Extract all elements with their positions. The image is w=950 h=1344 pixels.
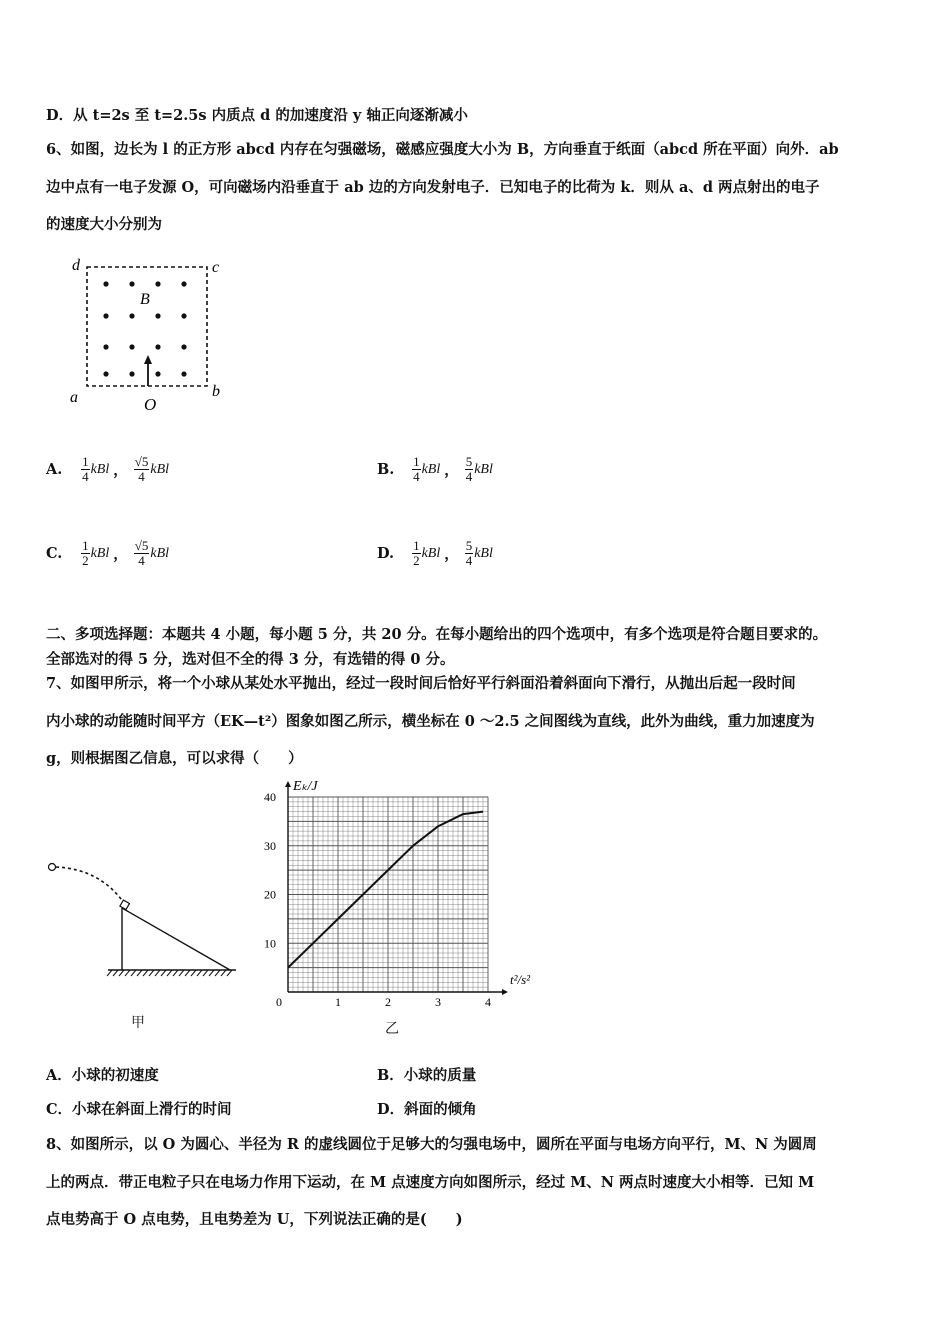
ground-hatching [107,970,232,976]
x-axis-arrow [502,989,508,995]
fraction: $\frac{√5}{4}$ [134,538,149,568]
label-b: b [212,383,220,400]
q7-stem-line2: 内小球的动能随时间平方（EK—t²）图象如图乙所示，横坐标在 0 ～2.5 之间图线为直线，此外为曲线，重力加速度为 [46,713,815,730]
field-dot [103,281,108,286]
hatch-mark [125,970,130,976]
label-O: O [144,395,157,414]
y-axis-arrow [285,781,291,787]
q6-stem-line1: 6、如图，边长为 l 的正方形 abcd 内存在匀强磁场，磁感应强度大小为 B，方向垂直于纸面（abcd 所在平面）向外．ab [46,141,839,158]
x-axis-label: t²/s² [510,972,531,987]
hatch-mark [107,970,112,976]
y-tick-label: 20 [264,887,276,902]
q7-stem-line1: 7、如图甲所示，将一个小球从某处水平抛出，经过一段时间后恰好平行斜面沿着斜面向下滑行，从抛出后起一段时间 [46,675,796,692]
option-letter: B. [377,461,395,478]
q6-square-field-figure [62,252,232,417]
label-d: d [72,257,80,274]
field-dot [129,313,134,318]
hatch-mark [203,970,208,976]
hatch-mark [221,970,226,976]
field-dot [181,371,186,376]
hatch-mark [179,970,184,976]
field-dot [129,344,134,349]
hatch-mark [161,970,166,976]
fraction: $\frac{5}{4}$ [465,538,473,568]
x-tick-label: 3 [435,995,441,1009]
x-tick-label: 4 [485,995,491,1009]
x-tick-label: 0 [276,995,282,1009]
field-dot [103,313,108,318]
x-tick-label: 2 [385,995,391,1009]
fraction: $\frac{1}{2}$ [413,538,420,568]
field-dot [155,344,160,349]
option-letter: A. [46,461,63,478]
hatch-mark [197,970,202,976]
option-letter: D. [377,545,395,562]
q8-stem-line2: 上的两点．带正电粒子只在电场力作用下运动，在 M 点速度方向如图所示，经过 M、N 两点时速度大小相等．已知 M [46,1174,815,1191]
field-dot [181,281,186,286]
q7-option-a[interactable]: A．小球的初速度 [46,1067,159,1084]
launch-point [49,864,56,871]
hatch-mark [155,970,160,976]
field-dot [181,313,186,318]
fraction: $\frac{√5}{4}$ [134,454,149,484]
incline-figure [40,855,250,980]
hatch-mark [131,970,136,976]
y-tick-label: 30 [264,838,276,853]
q7-option-b[interactable]: B．小球的质量 [377,1067,477,1084]
hatch-mark [149,970,154,976]
hatch-mark [113,970,118,976]
fraction: $\frac{1}{2}$ [82,538,89,568]
hatch-mark [185,970,190,976]
q6-option-d[interactable]: D. $\frac{1}{2}$ kBl ， $\frac{5}{4}$ kBl [377,538,493,568]
label-c: c [212,259,220,276]
y-tick-label: 10 [264,936,276,951]
hatch-mark [137,970,142,976]
field-dot [181,344,186,349]
incline-slope [122,908,230,970]
y-tick-label: 40 [264,790,276,804]
hatch-mark [167,970,172,976]
caption-jia: 甲 [131,1015,145,1031]
field-dot [103,344,108,349]
hatch-mark [215,970,220,976]
x-tick-label: 1 [335,995,341,1009]
section2-heading-line1: 二、多项选择题：本题共 4 小题，每小题 5 分，共 20 分。在每小题给出的四个选项中，有多个选项是符合题目要求的。 [46,626,828,643]
field-dot [155,281,160,286]
ek-t2-chart [255,772,545,1012]
field-dot [155,371,160,376]
fraction: $\frac{1}{4}$ [82,454,89,484]
q8-stem-line3: 点电势高于 O 点电势，且电势差为 U，下列说法正确的是( ) [46,1211,463,1228]
label-B: B [140,291,150,308]
q7-option-d[interactable]: D．斜面的倾角 [377,1101,477,1118]
hatch-mark [191,970,196,976]
q5-option-d: D．从 t=2s 至 t=2.5s 内质点 d 的加速度沿 y 轴正向逐渐减小 [46,107,468,124]
q6-stem-line3: 的速度大小分别为 [46,216,162,233]
q7-option-c[interactable]: C．小球在斜面上滑行的时间 [46,1101,232,1118]
fraction: $\frac{1}{4}$ [413,454,420,484]
option-letter: C. [46,545,63,562]
q6-option-c[interactable]: C. $\frac{1}{2}$ kBl ， $\frac{√5}{4}$ kBl [46,538,170,568]
hatch-mark [119,970,124,976]
fraction: $\frac{5}{4}$ [465,454,473,484]
q7-stem-line3: g，则根据图乙信息，可以求得（ ） [46,750,303,767]
field-dot [129,281,134,286]
q6-option-b[interactable]: B. $\frac{1}{4}$ kBl ， $\frac{5}{4}$ kBl [377,454,493,484]
hatch-mark [143,970,148,976]
hatch-mark [209,970,214,976]
y-axis-label: Eₖ/J [293,779,318,794]
section2-heading-line2: 全部选对的得 5 分，选对但不全的得 3 分，有选错的得 0 分。 [46,651,455,668]
trajectory-path [56,867,124,903]
q6-option-a[interactable]: A. $\frac{1}{4}$ kBl ， $\frac{√5}{4}$ kBl [46,454,170,484]
field-dot [103,371,108,376]
hatch-mark [173,970,178,976]
field-dot [155,313,160,318]
hatch-mark [227,970,232,976]
field-dot [129,371,134,376]
velocity-arrow-head [144,355,152,364]
caption-yi: 乙 [385,1021,399,1037]
label-a: a [70,389,78,406]
q6-stem-line2: 边中点有一电子发源 O，可向磁场内沿垂直于 ab 边的方向发射电子．已知电子的比荷为 k．则从 a、d 两点射出的电子 [46,179,820,196]
q8-stem-line1: 8、如图所示，以 O 为圆心、半径为 R 的虚线圆位于足够大的匀强电场中，圆所在平面与电场方向平行，M、N 为圆周 [46,1136,817,1153]
